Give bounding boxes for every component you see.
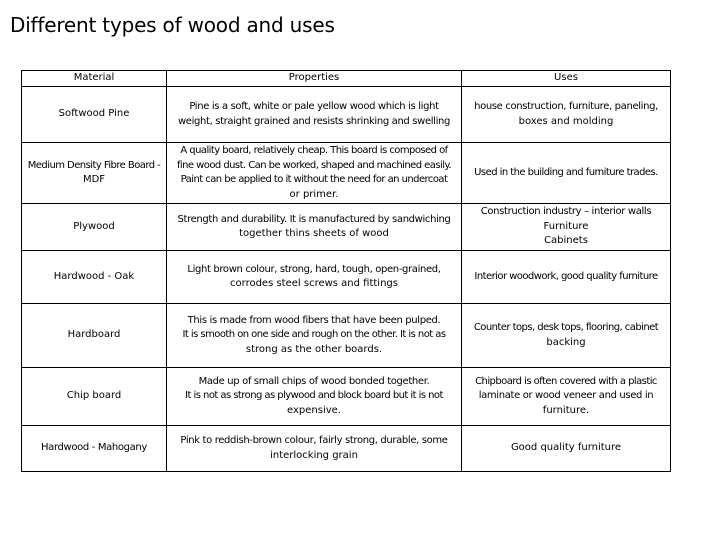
table-row [22, 87, 671, 143]
uses-cell [462, 426, 671, 472]
cell-line: Medium Density Fibre Board - [27, 159, 161, 171]
cell-line: Chip board [66, 390, 122, 402]
cell-line: Paint can be applied to it without the need for an undercoat [180, 174, 448, 185]
properties-cell [167, 251, 462, 304]
properties-cell [167, 368, 462, 426]
cell-line: Made up of small chips of wood bonded together. [198, 375, 430, 387]
material-cell [22, 368, 167, 426]
cell-line: MDF [82, 174, 106, 185]
table-row [22, 251, 671, 304]
cell-line: Strength and durability. It is manufactured by sandwiching [177, 213, 451, 225]
cell-line: weight, straight grained and resists shrinking and swelling [177, 115, 451, 127]
cell-line: This is made from wood fibers that have been pulped. [187, 314, 441, 326]
material-cell [22, 87, 167, 143]
cell-line: house construction, furniture, paneling, [474, 101, 658, 112]
table-header-row [22, 71, 671, 87]
cell-line: Construction industry – interior walls [480, 206, 652, 218]
material-cell [22, 304, 167, 368]
properties-cell [167, 304, 462, 368]
table-row [22, 426, 671, 472]
cell-line: Hardboard [67, 329, 121, 341]
uses-cell [462, 251, 671, 304]
table-row [22, 304, 671, 368]
cell-line: Softwood Pine [58, 108, 130, 120]
table-row [22, 143, 671, 204]
properties-cell [167, 143, 462, 204]
cell-line: Used in the building and furniture trades. [474, 166, 658, 178]
cell-line: backing [546, 336, 586, 348]
uses-cell [462, 368, 671, 426]
cell-line: fine wood dust. Can be worked, shaped and machined easily. [176, 159, 452, 171]
cell-line: interlocking grain [270, 449, 358, 461]
properties-cell [167, 87, 462, 143]
cell-line: boxes and molding [518, 115, 614, 127]
cell-line: Counter tops, desk tops, flooring, cabinet [473, 322, 659, 333]
cell-line: Chipboard is often covered with a plastic [475, 375, 657, 387]
table-row [22, 368, 671, 426]
cell-line: Furniture [543, 220, 589, 232]
cell-line: It is smooth on one side and rough on the other. It is not as [182, 329, 446, 341]
cell-line: furniture. [542, 404, 590, 416]
cell-line: Light brown colour, strong, hard, tough, open-grained, [187, 263, 441, 275]
cell-line: together thins sheets of wood [239, 228, 389, 239]
cell-line: Cabinets [544, 235, 588, 247]
header-material: Material [22, 71, 167, 87]
cell-line: Hardwood - Mahogany [41, 442, 147, 454]
cell-line: strong as the other boards. [245, 343, 383, 355]
slide-title: Different types of wood and uses [10, 13, 335, 37]
cell-line: Hardwood - Oak [53, 270, 135, 282]
uses-cell [462, 143, 671, 204]
material-cell [22, 204, 167, 251]
cell-line: Pine is a soft, white or pale yellow wood which is light [189, 101, 439, 112]
cell-line: corrodes steel screws and fittings [230, 278, 398, 289]
cell-line: Good quality furniture [510, 442, 622, 454]
uses-cell [462, 304, 671, 368]
cell-line: Plywood [73, 220, 115, 232]
header-properties: Properties [167, 71, 462, 87]
properties-cell [167, 204, 462, 251]
cell-line: Pink to reddish-brown colour, fairly strong, durable, some [180, 435, 448, 446]
cell-line: Interior woodwork, good quality furniture [474, 270, 658, 282]
properties-cell [167, 426, 462, 472]
table-row [22, 204, 671, 251]
uses-cell [462, 87, 671, 143]
cell-line: A quality board, relatively cheap. This board is composed of [180, 145, 448, 156]
header-uses: Uses [462, 71, 671, 87]
cell-line: laminate or wood veneer and used in [478, 390, 654, 402]
material-cell [22, 143, 167, 204]
cell-line: It is not as strong as plywood and block board but it is not [185, 390, 443, 402]
cell-line: expensive. [287, 404, 341, 416]
material-cell [22, 426, 167, 472]
material-cell [22, 251, 167, 304]
uses-cell [462, 204, 671, 251]
wood-types-table [21, 70, 671, 472]
cell-line: or primer. [289, 188, 339, 200]
